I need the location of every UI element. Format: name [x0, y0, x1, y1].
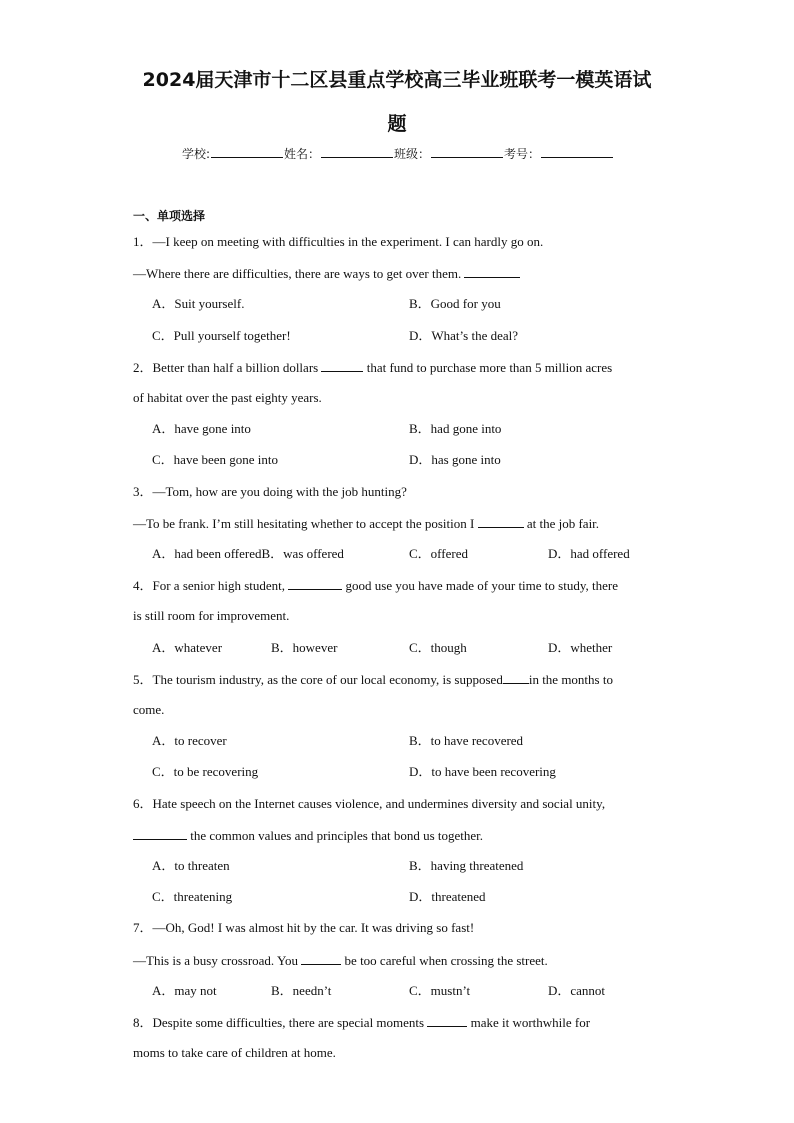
q5-option-a: A．to recover	[152, 733, 227, 748]
q4-stem-line1	[133, 576, 618, 595]
q7-stem-line1: 7．—Oh, God! I was almost hit by the car. It was driving so fast!	[133, 920, 475, 935]
q1-option-a: A．Suit yourself.	[152, 296, 245, 311]
q4-option-d: D．whether	[548, 640, 613, 655]
q1-stem-line1: 1．—I keep on meeting with difficulties in the experiment. I can hardly go on.	[133, 234, 544, 249]
q8-stem-line2: moms to take care of children at home.	[133, 1045, 336, 1060]
q3-answer-blank	[478, 514, 524, 528]
q6-option-c: C．threatening	[152, 889, 233, 904]
q5-stem-text-b: in the months to	[528, 672, 613, 687]
q2-stem-text-b: that fund to purchase more than 5 million acres	[366, 360, 613, 375]
q2-option-d: D．has gone into	[409, 452, 501, 467]
q1-option-c: C．Pull yourself together!	[152, 328, 291, 343]
q6-option-b: B．having threatened	[409, 858, 524, 873]
q2-answer-blank	[321, 358, 363, 372]
q4-answer-blank	[288, 576, 342, 590]
q6-stem-line2	[133, 826, 483, 845]
q3-option-a-b: A．had been offeredB．was offered	[152, 546, 344, 561]
class-label: 班级：	[394, 147, 431, 161]
school-blank	[211, 145, 283, 158]
q3-stem-text-b: at the job fair.	[526, 516, 600, 531]
number-label: 考号：	[504, 147, 541, 161]
q4-stem-text-a: 4．For a senior high student,	[133, 578, 286, 593]
q1-option-d: D．What’s the deal?	[409, 328, 519, 343]
q1-stem-line2	[133, 264, 520, 283]
q4-option-c: C．though	[409, 640, 467, 655]
q6-stem-line1: 6．Hate speech on the Internet causes violence, and undermines diversity and social unity,	[133, 796, 606, 811]
q2-stem-text-a: 2．Better than half a billion dollars	[133, 360, 319, 375]
q7-stem-line2	[133, 951, 548, 970]
class-blank	[431, 145, 503, 158]
q8-stem-text-b: make it worthwhile for	[470, 1015, 591, 1030]
q2-option-c: C．have been gone into	[152, 452, 278, 467]
name-blank	[321, 145, 393, 158]
q3-stem-text-a: —To be frank. I’m still hesitating whether to accept the position I	[133, 516, 475, 531]
q7-stem-text-b: be too careful when crossing the street.	[344, 953, 548, 968]
q2-stem-line2: of habitat over the past eighty years.	[133, 390, 322, 405]
q3-stem-line1: 3．—Tom, how are you doing with the job hunting?	[133, 484, 407, 499]
q2-option-a: A．have gone into	[152, 421, 251, 436]
q5-stem-text-a: 5．The tourism industry, as the core of our local economy, is supposed	[133, 672, 503, 687]
q7-option-b: B．needn’t	[271, 983, 332, 998]
q6-option-d: D．threatened	[409, 889, 486, 904]
q5-option-c: C．to be recovering	[152, 764, 259, 779]
q6-answer-blank	[133, 826, 187, 840]
school-label: 学校:	[181, 147, 210, 161]
q1-answer-blank	[464, 264, 520, 278]
exam-title-line2: 题	[387, 113, 407, 135]
q3-stem-line2	[133, 514, 599, 533]
q5-stem-line2: come.	[133, 702, 165, 717]
q5-stem-line1	[133, 670, 613, 689]
q5-option-b: B．to have recovered	[409, 733, 524, 748]
q7-option-c: C．mustn’t	[409, 983, 471, 998]
number-blank	[541, 145, 613, 158]
q5-option-d: D．to have been recovering	[409, 764, 556, 779]
q4-stem-line2: is still room for improvement.	[133, 608, 290, 623]
q6-stem-text-b: the common values and principles that bond us together.	[190, 828, 484, 843]
q1-stem-text: —Where there are difficulties, there are ways to get over them.	[133, 266, 462, 281]
q7-option-a: A．may not	[152, 983, 217, 998]
q2-option-b: B．had gone into	[409, 421, 502, 436]
q3-option-d: D．had offered	[548, 546, 630, 561]
q8-stem-line1	[133, 1013, 590, 1032]
q3-option-c: C．offered	[409, 546, 468, 561]
q7-option-d: D．cannot	[548, 983, 606, 998]
q4-stem-text-b: good use you have made of your time to study, there	[345, 578, 618, 593]
q5-answer-blank	[503, 670, 529, 684]
exam-title-line1: 2024届天津市十二区县重点学校高三毕业班联考一模英语试	[142, 69, 652, 91]
q8-answer-blank	[427, 1013, 467, 1027]
q2-stem-line1	[133, 358, 612, 377]
q7-stem-text-a: —This is a busy crossroad. You	[133, 953, 299, 968]
q8-stem-text-a: 8．Despite some difficulties, there are special moments	[133, 1015, 425, 1030]
q1-option-b: B．Good for you	[409, 296, 501, 311]
q6-option-a: A．to threaten	[152, 858, 230, 873]
section-title: 一、单项选择	[133, 209, 206, 223]
name-label: 姓名：	[284, 147, 321, 161]
student-info-row	[0, 145, 794, 163]
q4-option-a: A．whatever	[152, 640, 223, 655]
q7-answer-blank	[301, 951, 341, 965]
q4-option-b: B．however	[271, 640, 338, 655]
